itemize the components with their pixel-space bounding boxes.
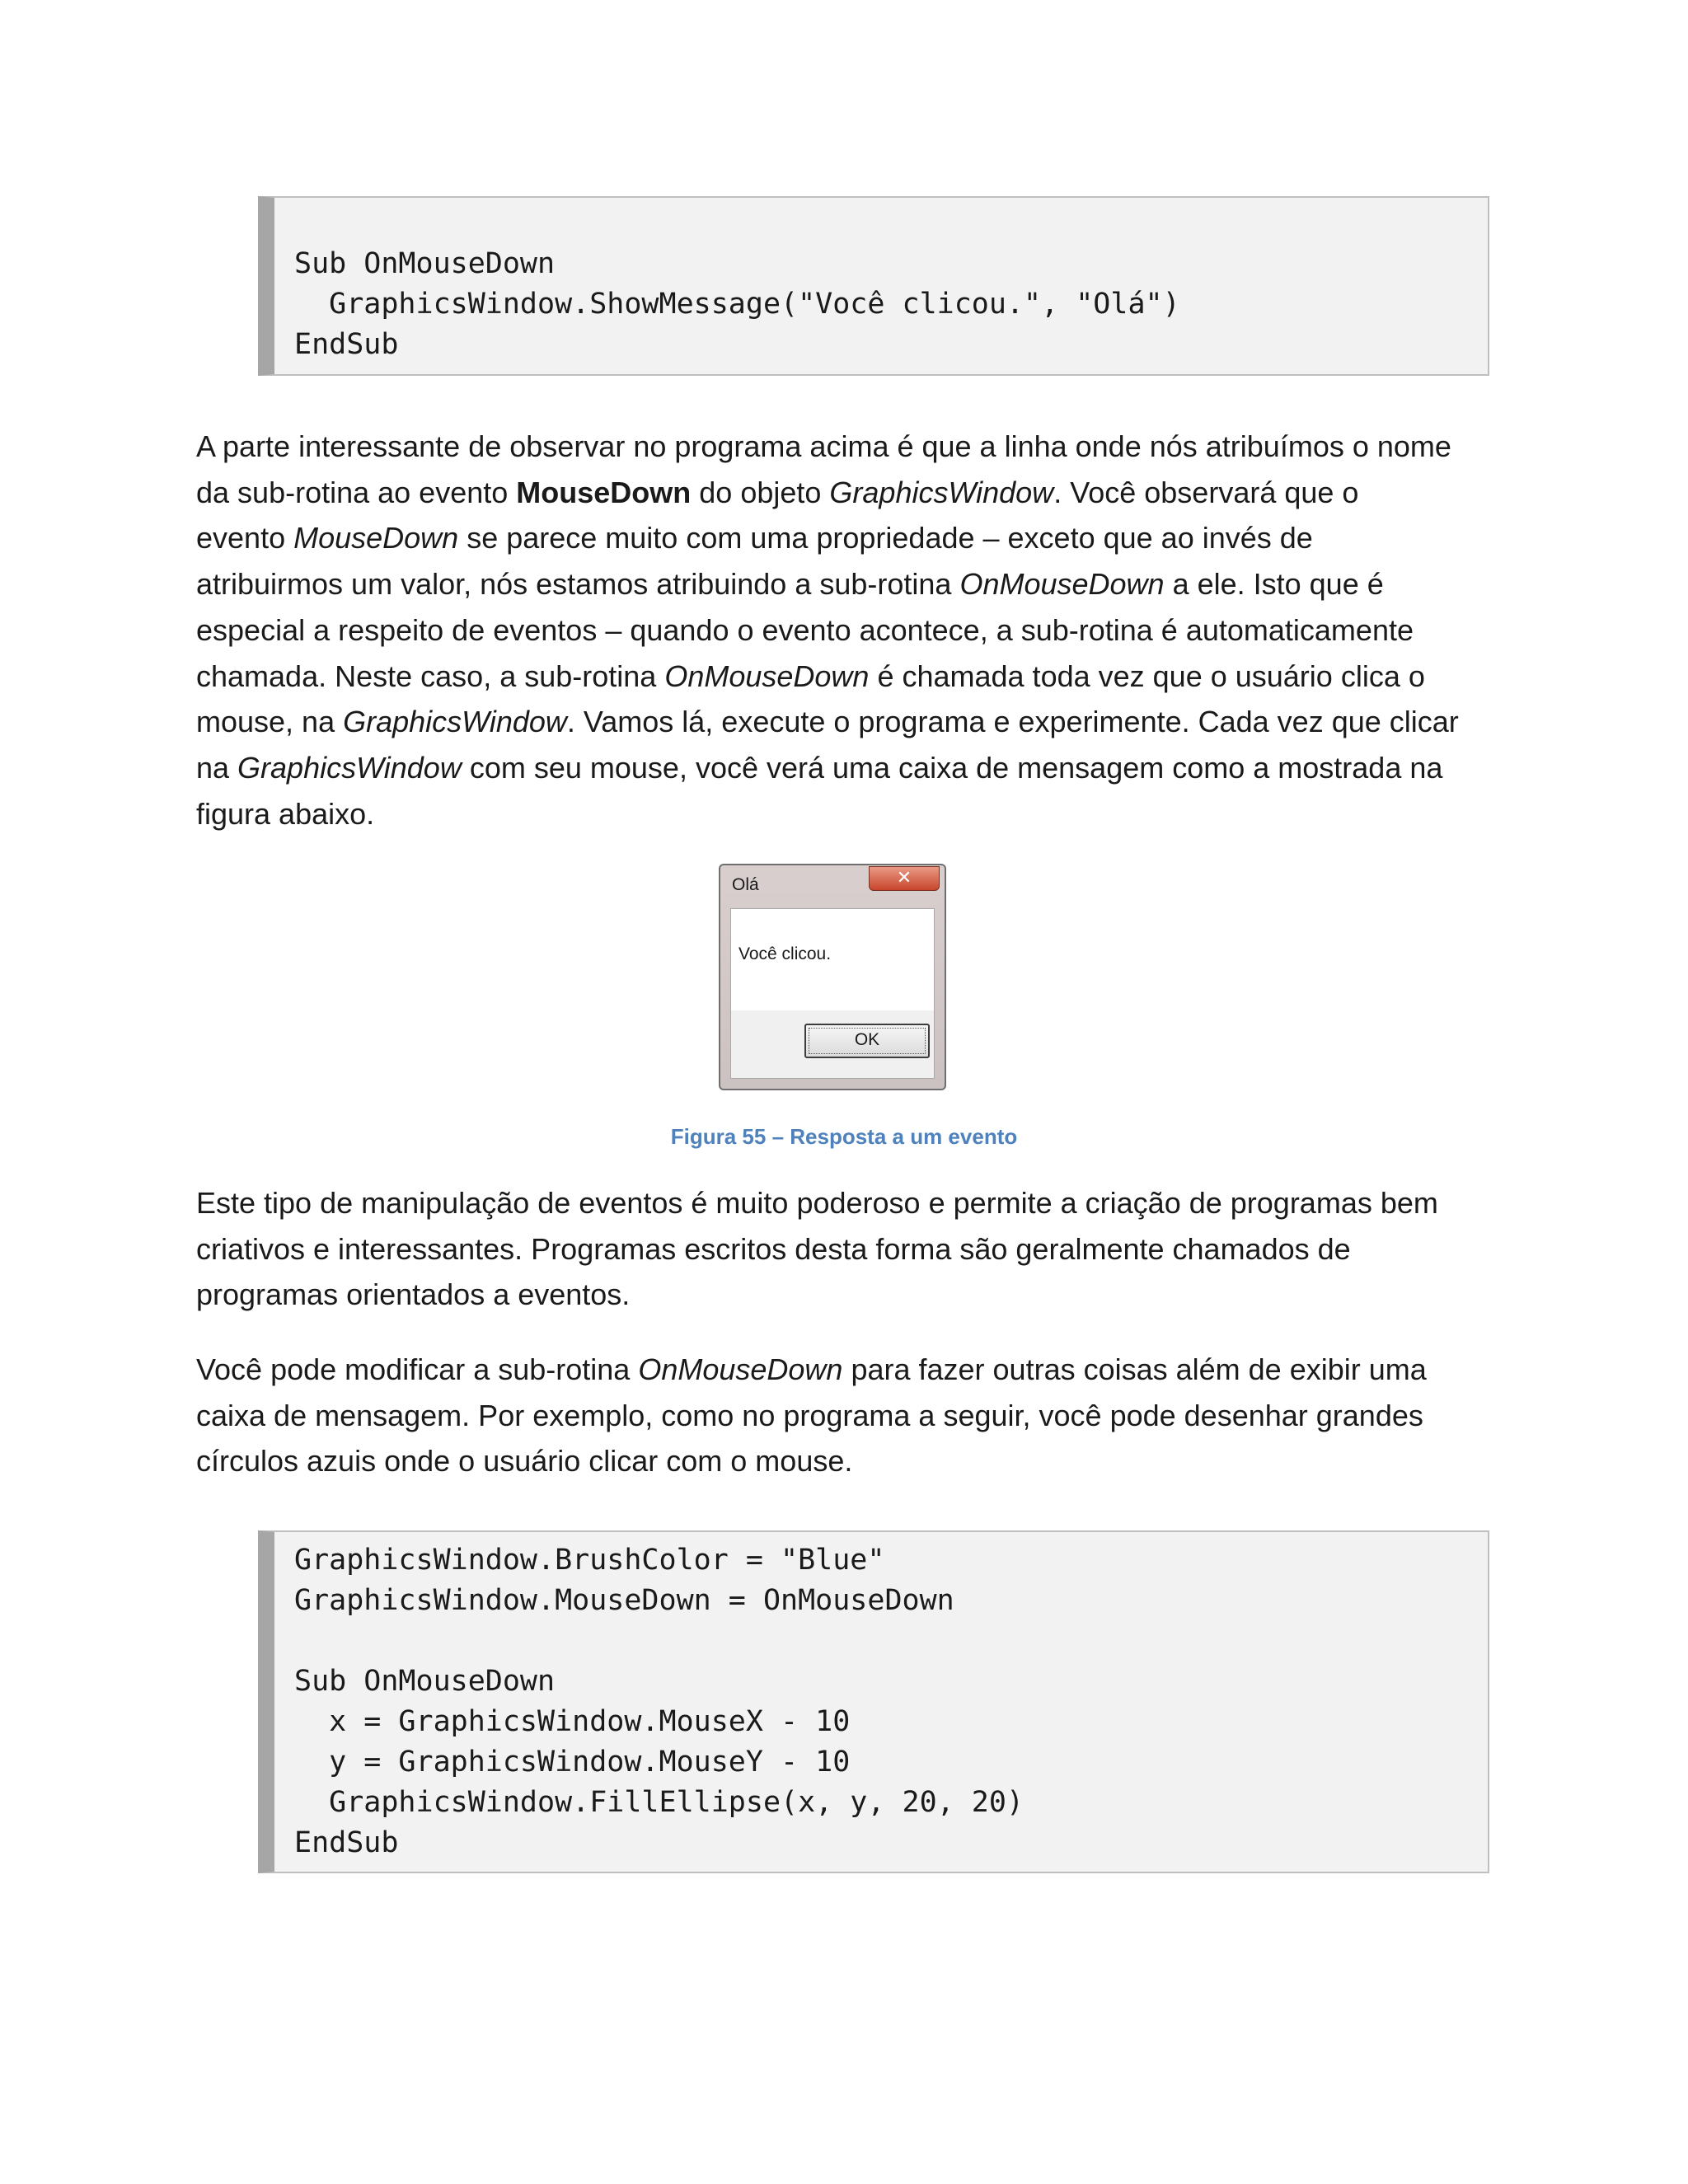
text-run: evento <box>196 521 294 555</box>
code-block-2 <box>258 1530 1489 1873</box>
bold-term: MouseDown <box>516 475 692 509</box>
code-line: x = GraphicsWindow.MouseX - 10 <box>294 1705 851 1738</box>
figure-caption: Figura 55 – Resposta a um evento <box>670 1124 1018 1149</box>
text-line <box>196 791 1482 837</box>
dialog-message: Você clicou. <box>738 944 832 963</box>
paragraph-1 <box>196 424 1482 837</box>
text-run: especial a respeito de eventos – quando o evento acontece, a sub-rotina é automaticamente <box>196 612 1414 647</box>
text-line <box>196 607 1482 654</box>
italic-term: OnMouseDown <box>638 1352 843 1386</box>
ok-button: OK <box>804 1024 930 1058</box>
text-line: programas orientados a eventos. <box>196 1277 631 1312</box>
text-run: na <box>196 750 238 785</box>
text-run: . Vamos lá, execute o programa e experimente. Cada vez que clicar <box>566 705 1459 739</box>
close-icon: ✕ <box>869 866 940 891</box>
code-line: GraphicsWindow.MouseDown = OnMouseDown <box>294 1584 954 1617</box>
dialog-title: Olá <box>732 875 759 894</box>
text-run: figura abaixo. <box>196 796 375 831</box>
italic-term: GraphicsWindow <box>343 705 567 739</box>
text-run: a ele. Isto que é <box>1164 567 1384 602</box>
text-line <box>196 515 1482 561</box>
text-run: mouse, na <box>196 705 344 739</box>
text-run: do objeto <box>691 475 830 509</box>
code-line: Sub OnMouseDown <box>294 1665 556 1698</box>
text-run: é chamada toda vez que o usuário clica o <box>869 658 1425 693</box>
message-dialog-figure <box>719 864 946 1090</box>
italic-term: MouseDown <box>293 521 459 555</box>
text-line: círculos azuis onde o usuário clicar com o mouse. <box>196 1444 853 1479</box>
text-line <box>196 470 1482 516</box>
italic-term: OnMouseDown <box>959 567 1165 602</box>
text-line <box>196 654 1482 700</box>
text-run: se parece muito com uma propriedade – exceto que ao invés de <box>458 521 1313 555</box>
code-line: EndSub <box>294 328 399 361</box>
text-line: criativos e interessantes. Programas escritos desta forma são geralmente chamados de <box>196 1231 1351 1266</box>
text-line: Este tipo de manipulação de eventos é muito poderoso e permite a criação de programas bem <box>196 1186 1438 1220</box>
text-run: Você pode modificar a sub-rotina <box>196 1352 639 1386</box>
dialog-body <box>730 908 935 1079</box>
text-run: para fazer outras coisas além de exibir uma <box>842 1352 1427 1386</box>
code-line <box>294 1621 1488 1661</box>
code-line: GraphicsWindow.ShowMessage("Você clicou.", "Olá") <box>294 288 1180 321</box>
text-line: caixa de mensagem. Por exemplo, como no programa a seguir, você pode desenhar grandes <box>196 1398 1423 1432</box>
text-line <box>196 699 1482 745</box>
italic-term: GraphicsWindow <box>237 750 462 785</box>
italic-term: GraphicsWindow <box>829 475 1054 509</box>
text-run: atribuirmos um valor, nós estamos atribuindo a sub-rotina <box>196 567 960 602</box>
text-run: . Você observará que o <box>1053 475 1359 509</box>
text-line <box>196 1347 1482 1393</box>
code-line: GraphicsWindow.FillEllipse(x, y, 20, 20) <box>294 1786 1025 1819</box>
code-line: EndSub <box>294 1826 399 1859</box>
text-line <box>196 561 1482 607</box>
code-line: GraphicsWindow.BrushColor = "Blue" <box>294 1544 885 1577</box>
text-run: da sub-rotina ao evento <box>196 475 517 509</box>
code-line: y = GraphicsWindow.MouseY - 10 <box>294 1746 851 1779</box>
text-run: A parte interessante de observar no programa acima é que a linha onde nós atribuímos o nome <box>196 429 1451 463</box>
italic-term: OnMouseDown <box>664 658 870 693</box>
text-run: chamada. Neste caso, a sub-rotina <box>196 658 665 693</box>
code-block-1 <box>258 196 1489 376</box>
code-line: Sub OnMouseDown <box>294 247 556 280</box>
paragraph-3 <box>196 1347 1482 1484</box>
paragraph-2 <box>196 1180 1482 1318</box>
text-line <box>196 745 1482 791</box>
text-line <box>196 424 1482 470</box>
text-run: com seu mouse, você verá uma caixa de mensagem como a mostrada na <box>461 750 1443 785</box>
